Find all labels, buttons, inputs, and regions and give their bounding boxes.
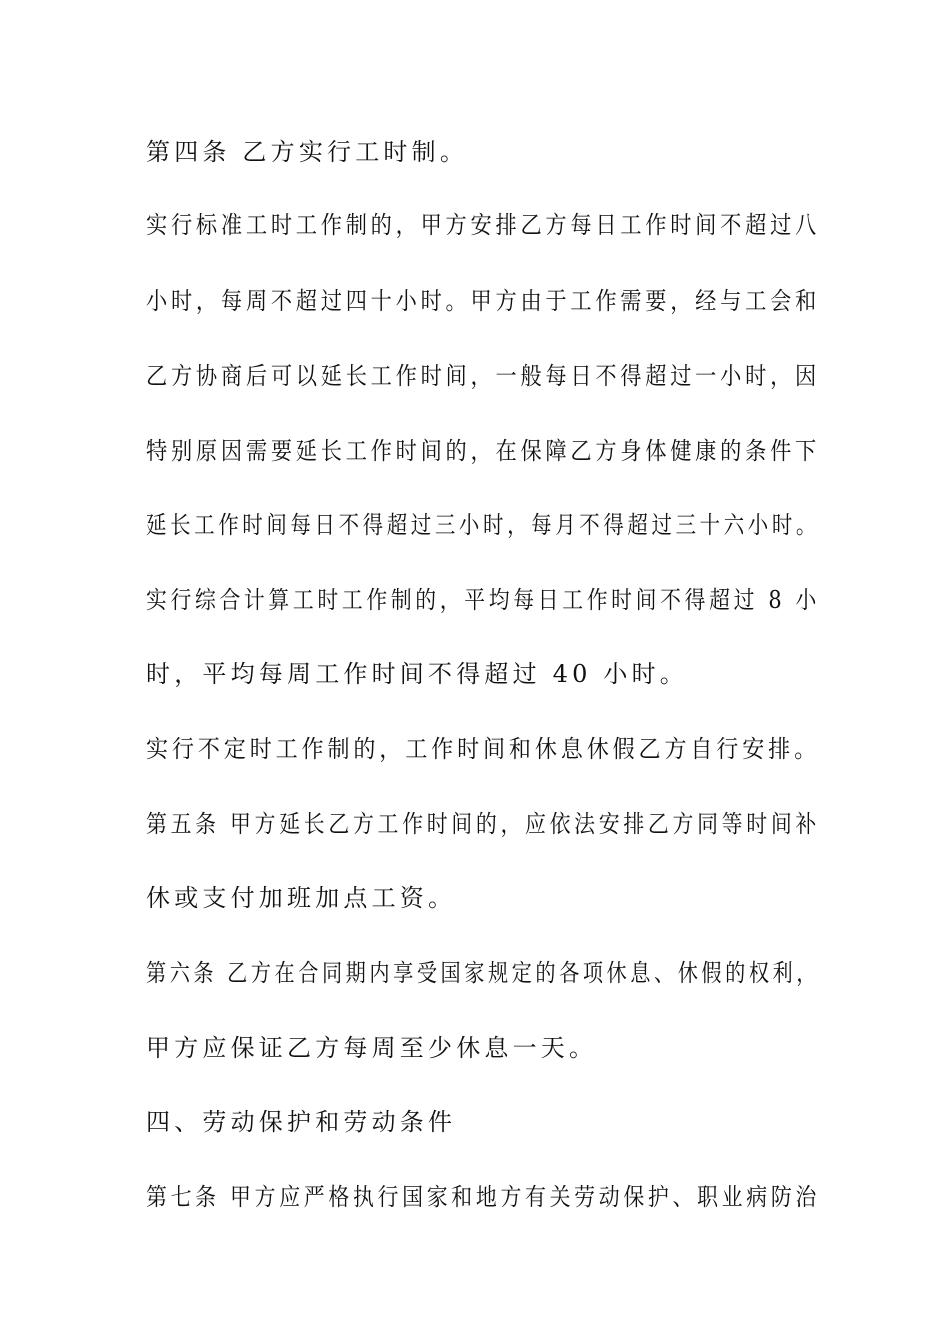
text-line: 第四条 乙方实行工时制。 <box>146 138 469 166</box>
text-line: 休或支付加班加点工资。 <box>146 884 457 912</box>
text-line: 时，平均每周工作时间不得超过 40 小时。 <box>146 660 688 688</box>
text-line: 乙方协商后可以延长工作时间，一般每日不得超过一小时，因 <box>146 362 820 390</box>
text-line: 延长工作时间每日不得超过三小时，每月不得超过三十六小时。 <box>146 511 820 539</box>
text-line: 第六条 乙方在合同期内享受国家规定的各项休息、休假的权利， <box>146 959 820 987</box>
section-heading: 四、劳动保护和劳动条件 <box>146 1108 457 1136</box>
text-line: 实行综合计算工时工作制的，平均每日工作时间不得超过 8 小 <box>146 586 820 614</box>
text-line: 第五条 甲方延长乙方工作时间的，应依法安排乙方同等时间补 <box>146 810 820 838</box>
text-line: 小时，每周不超过四十小时。甲方由于工作需要，经与工会和 <box>146 287 820 315</box>
text-line: 实行不定时工作制的，工作时间和休息休假乙方自行安排。 <box>146 735 820 763</box>
text-line: 甲方应保证乙方每周至少休息一天。 <box>146 1034 598 1062</box>
text-line: 实行标准工时工作制的，甲方安排乙方每日工作时间不超过八 <box>146 211 820 239</box>
text-line: 第七条 甲方应严格执行国家和地方有关劳动保护、职业病防治 <box>146 1183 820 1211</box>
text-line: 特别原因需要延长工作时间的，在保障乙方身体健康的条件下 <box>146 437 820 465</box>
